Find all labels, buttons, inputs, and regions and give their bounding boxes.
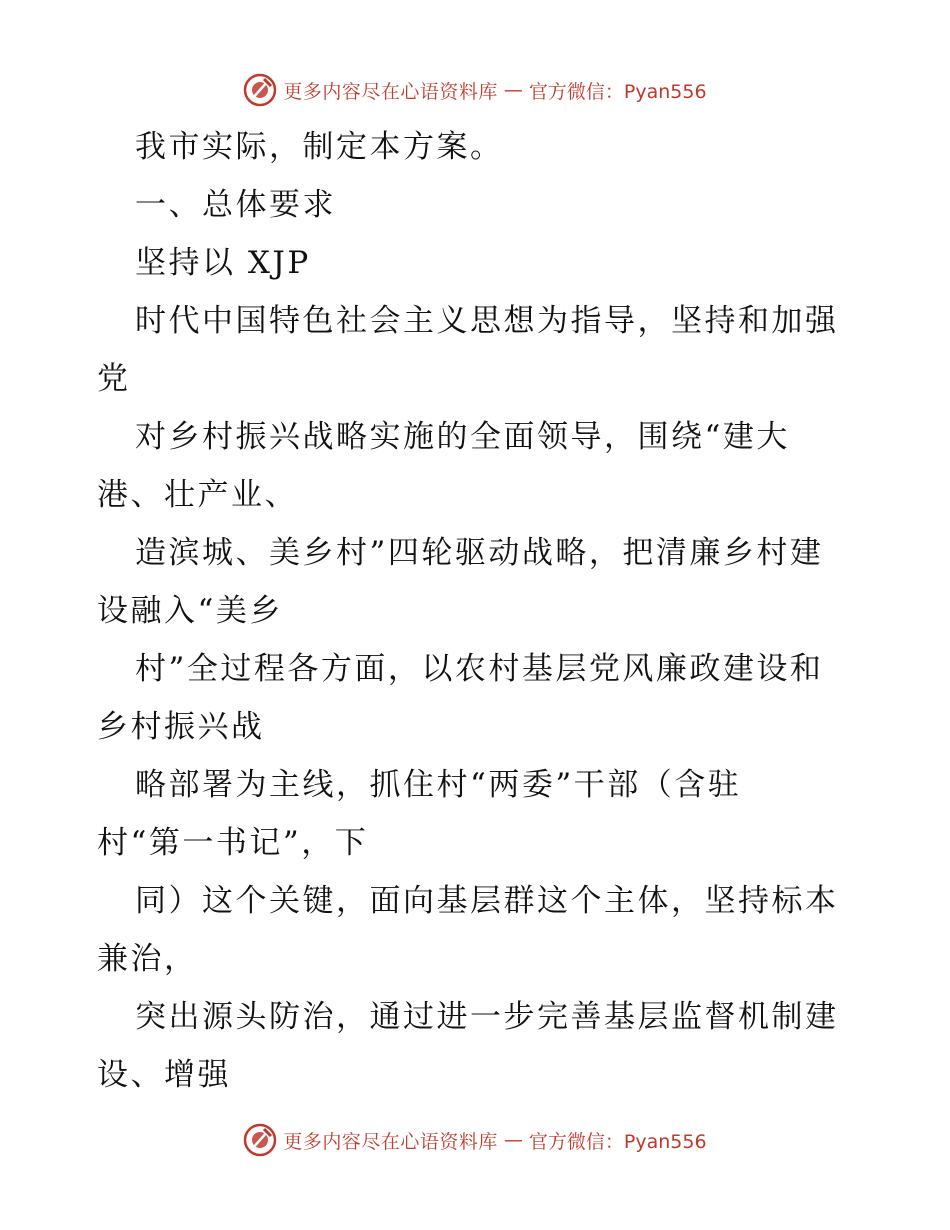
text-line: 港、壮产业、 [97, 477, 298, 513]
watermark-wechat-text: 官方微信：Pyan556 [528, 80, 707, 103]
text-line: 对乡村振兴战略实施的全面领导，围绕“建大 [135, 419, 790, 455]
text-line: 村”全过程各方面，以农村基层党风廉政建设和 [135, 651, 824, 687]
text-line: 略部署为主线，抓住村“两委”干部（含驻 [135, 767, 742, 803]
text-line: 我市实际，制定本方案。 [135, 129, 504, 165]
brand-logo-icon [243, 1123, 277, 1157]
text-line: 时代中国特色社会主义思想为指导，坚持和加强 [135, 303, 839, 339]
text-line: 兼治， [97, 941, 198, 977]
text-line: 乡村振兴战 [97, 709, 265, 745]
text-line: 村“第一书记”，下 [97, 825, 369, 861]
watermark-banner-top [0, 70, 950, 110]
text-line: 坚持以 XJP [135, 245, 311, 281]
watermark-banner-bottom [0, 1120, 950, 1160]
text-line: 一、总体要求 [135, 187, 336, 223]
brand-logo-icon [243, 73, 277, 107]
text-line: 设、增强 [97, 1057, 231, 1093]
text-line: 设融入“美乡 [97, 593, 283, 629]
text-line: 同）这个关键，面向基层群这个主体，坚持标本 [135, 883, 839, 919]
watermark-wechat-text: 官方微信：Pyan556 [528, 1130, 707, 1153]
document-body [97, 118, 857, 1104]
watermark-separator: — [503, 79, 523, 101]
watermark-site-text: 更多内容尽在心语资料库 [283, 1130, 498, 1153]
text-line: 突出源头防治，通过进一步完善基层监督机制建 [135, 999, 839, 1035]
watermark-site-text: 更多内容尽在心语资料库 [283, 80, 498, 103]
watermark-separator: — [503, 1129, 523, 1151]
text-line: 造滨城、美乡村”四轮驱动战略，把清廉乡村建 [135, 535, 824, 571]
text-line: 党 [97, 361, 131, 397]
